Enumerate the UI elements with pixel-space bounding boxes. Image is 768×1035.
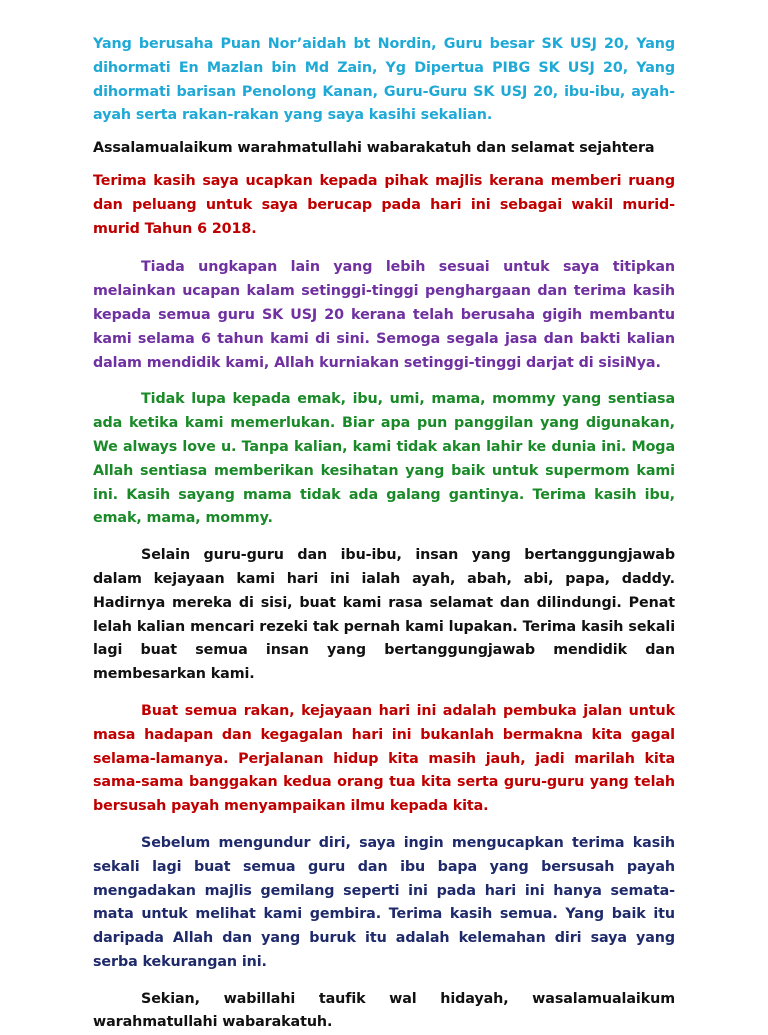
mothers-paragraph: Tidak lupa kepada emak, ibu, umi, mama, mommy yang sentiasa ada ketika kami memerlukan. Biar apa pun panggilan yang digunakan, We always love u. Tanpa kalian, kami tidak akan lahir ke dunia ini. Moga Allah sentiasa memberikan kesihatan yang baik untuk supermom kami ini. Kasih sayang mama tidak ada galang gantinya. Terima kasih ibu, emak, mama, mommy. xyxy=(93,391,675,527)
closing-thanks-paragraph: Sebelum mengundur diri, saya ingin mengucapkan terima kasih sekali lagi buat semua guru dan ibu bapa yang bersusah payah mengadakan majlis gemilang seperti ini pada hari ini hanya semata-mata untuk melihat kami gembira. Terima kasih semua. Yang baik itu daripada Allah dan yang buruk itu adalah kelemahan diri saya yang serba kekurangan ini. xyxy=(93,834,675,970)
friends-paragraph: Buat semua rakan, kejayaan hari ini adalah pembuka jalan untuk masa hadapan dan kegagalan hari ini bukanlah bermakna kita gagal selama-lamanya. Perjalanan hidup kita masih jauh, jadi marilah kita sama-sama banggakan kedua orang tua kita serta guru-guru yang telah bersusah payah menyampaikan ilmu kepada kita. xyxy=(93,702,675,815)
thanks-paragraph: Terima kasih saya ucapkan kepada pihak majlis kerana memberi ruang dan peluang untuk saya berucap pada hari ini sebagai wakil murid-murid Tahun 6 2018. xyxy=(93,172,675,237)
fathers-paragraph: Selain guru-guru dan ibu-ibu, insan yang bertanggungjawab dalam kejayaan kami hari ini ialah ayah, abah, abi, papa, daddy. Hadirnya mereka di sisi, buat kami rasa selamat dan dilindungi. Penat lelah kalian mencari rezeki tak pernah kami lupakan. Terima kasih sekali lagi buat semua insan yang bertanggungjawab mendidik dan membesarkan kami. xyxy=(93,547,675,683)
salam-paragraph: Assalamualaikum warahmatullahi wabarakatuh dan selamat sejahtera xyxy=(93,140,655,157)
greeting-paragraph: Yang berusaha Puan Nor’aidah bt Nordin, Guru besar SK USJ 20, Yang dihormati En Mazlan bin Md Zain, Yg Dipertua PIBG SK USJ 20, Yang dihormati barisan Penolong Kanan, Guru-Guru SK USJ 20, ibu-ibu, ayah-ayah serta rakan-rakan yang saya kasihi sekalian. xyxy=(93,36,675,124)
teachers-paragraph: Tiada ungkapan lain yang lebih sesuai untuk saya titipkan melainkan ucapan kalam setinggi-tinggi penghargaan dan terima kasih kepada semua guru SK USJ 20 kerana telah berusaha gigih membantu kami selama 6 tahun kami di sini. Semoga segala jasa dan bakti kalian dalam mendidik kami, Allah kurniakan setinggi-tinggi darjat di sisiNya. xyxy=(93,259,675,371)
farewell-paragraph: Sekian, wabillahi taufik wal hidayah, wasalamualaikum warahmatullahi wabarakatuh. xyxy=(93,990,675,1031)
